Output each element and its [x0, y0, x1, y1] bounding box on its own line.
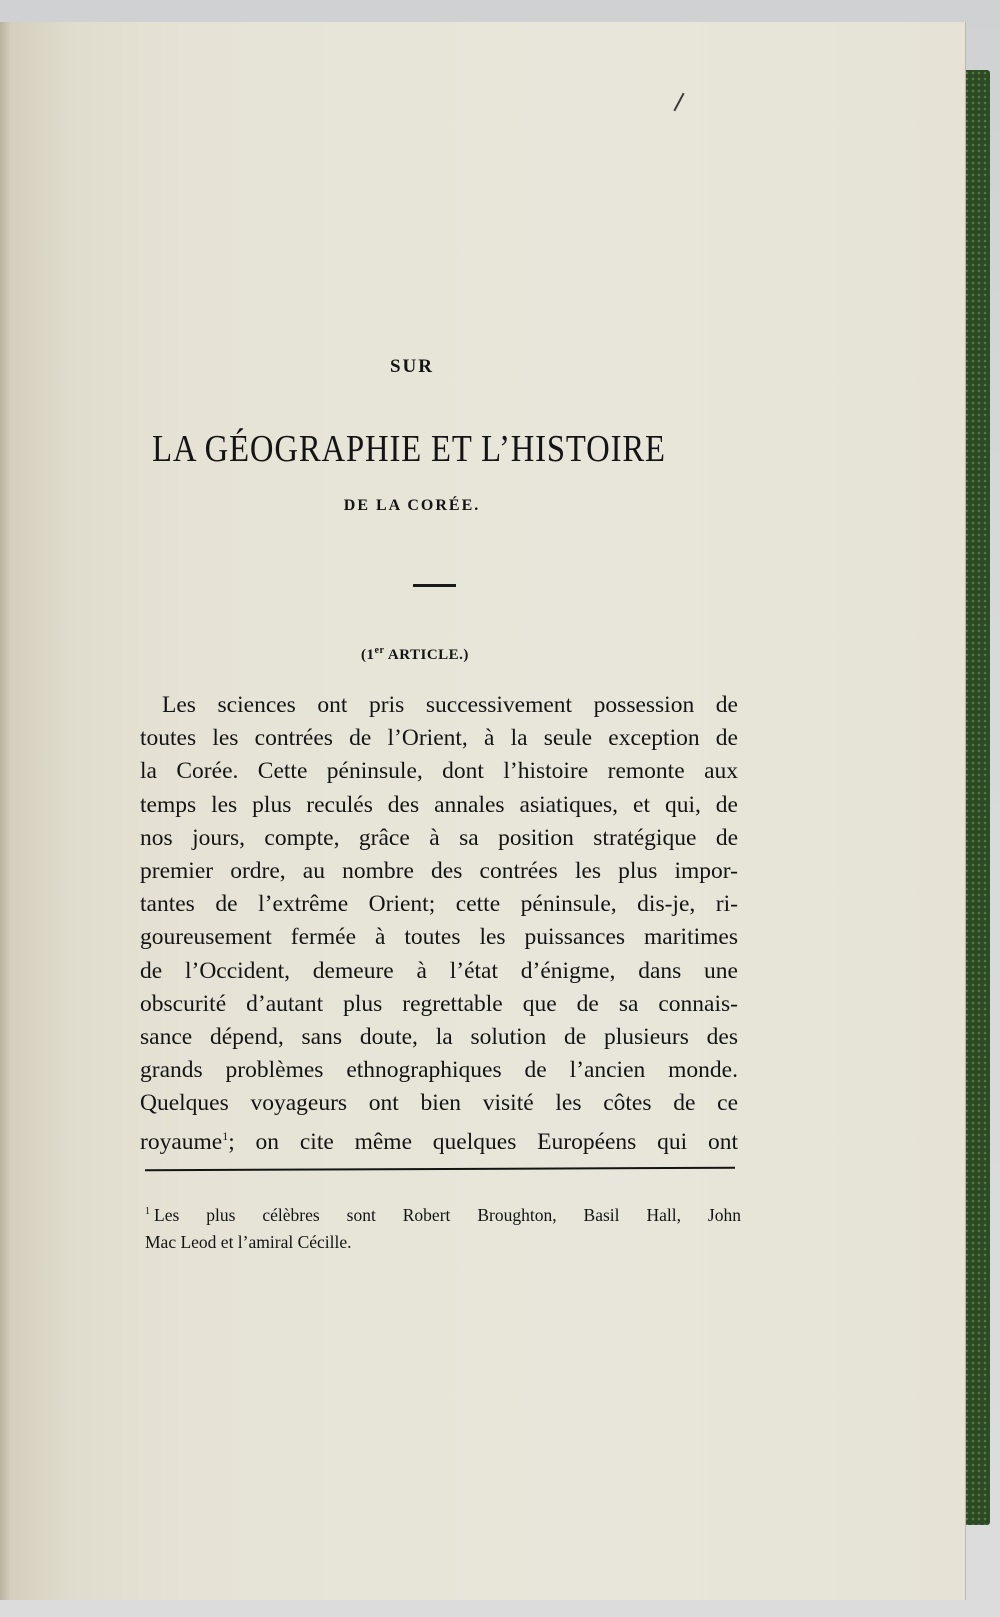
body-line: obscurité d’autant plus regrettable que de sa connais- [140, 990, 738, 1017]
body-line: Les sciences ont pris successivement possession de [162, 692, 738, 718]
article-rest: ARTICLE.) [384, 647, 469, 663]
body-line: de l’Occident, demeure à l’état d’énigme, dans une [140, 957, 738, 984]
body-line: temps les plus reculés des annales asiatiques, et qui, de [140, 791, 738, 818]
footnote [145, 1196, 741, 1258]
footnote-marker: 1 [145, 1206, 150, 1217]
article-sup: er [374, 645, 385, 656]
article-label [0, 645, 915, 664]
book-spine [964, 70, 990, 1525]
footnote-text-1: Les plus célèbres sont Robert Broughton, Basil Hall, John [154, 1204, 741, 1225]
body-text-rest: ; on cite même quelques Européens qui ont [228, 1129, 738, 1156]
body-line: Quelques voyageurs ont bien visité les côtes de ce [140, 1090, 738, 1117]
body-line: tantes de l’extrême Orient; cette péninsule, dis-je, ri- [140, 891, 738, 918]
footnote-ref[interactable]: 1 [222, 1129, 229, 1144]
subtitle: DE LA CORÉE. [343, 497, 481, 514]
body-line: goureusement fermée à toutes les puissances maritimes [140, 924, 738, 951]
body-line: nos jours, compte, grâce à sa position stratégique de [140, 824, 738, 851]
body-line: premier ordre, au nombre des contrées les plus impor- [140, 857, 738, 884]
body-text-royaume: royaume [140, 1129, 223, 1156]
page-title: LA GÉOGRAPHIE ET L’HISTOIRE [152, 428, 666, 470]
pre-title: SUR [389, 356, 434, 377]
footnote-line [145, 1196, 741, 1227]
body-line: grands problèmes ethnographiques de l’ancien monde. [140, 1057, 738, 1084]
body-line: sance dépend, sans doute, la solution de plusieurs des [140, 1023, 738, 1050]
body-line: la Corée. Cette péninsule, dont l’histoire remonte aux [140, 758, 738, 785]
body-line: toutes les contrées de l’Orient, à la seule exception de [140, 725, 738, 752]
body-text [140, 689, 738, 1154]
title-divider [413, 584, 456, 587]
article-open: (1 [361, 647, 375, 663]
body-line-last [140, 1120, 738, 1156]
footnote-line: Mac Leod et l’amiral Cécille. [145, 1232, 352, 1252]
